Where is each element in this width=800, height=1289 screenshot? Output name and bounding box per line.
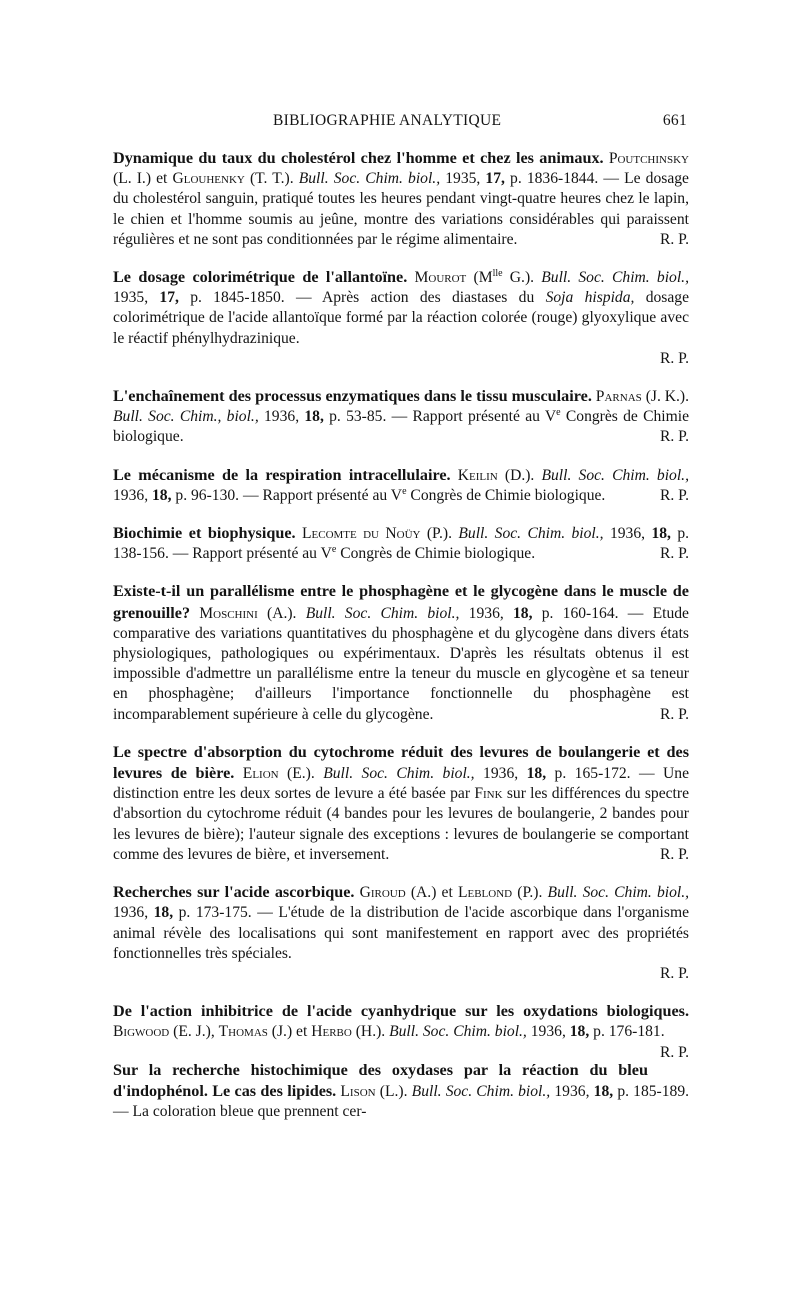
entry-signature: R. P. bbox=[659, 428, 689, 446]
entry-pages: p. 160-164. bbox=[541, 604, 619, 622]
entry-year: 1936, bbox=[530, 1023, 566, 1041]
entry-author: Mourot bbox=[414, 269, 467, 287]
entry-summary: — Etude comparative des variations quantitatives du phosphagène et du glycogène dans divers états physiologiques, pathologiques ou expérimentaux. D'après les résultats obtenus il est impossible d'admettre un parallélisme entre la teneur du muscle en glycogène et sa teneur en phosphagène; d'ailleurs l'importance fonctionnelle du phosphagène est incomparablement supérieure à celle du glycogène. bbox=[113, 604, 689, 723]
entry-author-initials: (A.). bbox=[267, 604, 297, 622]
entry-species: Soja hispida, bbox=[545, 289, 635, 307]
entry-title: L'enchaînement des processus enzymatiques dans le tissu musculaire. bbox=[113, 387, 592, 406]
entry-summary: sur les différences du spectre d'absortion du cytochrome réduit (4 bandes pour les levures de boulangerie, 2 bandes pour les levures de bière); l'auteur signale des exceptions : levures de boulangerie se comportant comme des levures de bière, et inversement. bbox=[113, 785, 690, 863]
entry-author: Poutchinsky bbox=[608, 150, 689, 167]
entry-title: Existe-t-il un parallélisme entre le phosphagène et le glycogène dans le muscle de grenouille? bbox=[113, 582, 689, 622]
entry-volume: 18, bbox=[153, 904, 174, 922]
entry-signature: R. P. bbox=[659, 545, 689, 563]
entry-signature: R. P. bbox=[659, 349, 689, 367]
entry-journal: Bull. Soc. Chim. biol., bbox=[458, 525, 604, 543]
bibliography-entry bbox=[113, 523, 689, 564]
entry-volume: 18, bbox=[152, 486, 172, 504]
entry-pages: p. 173-175. bbox=[178, 904, 252, 922]
entry-summary-post: Congrès de Chimie biologique. bbox=[410, 486, 606, 504]
entry-signature: R. P. bbox=[659, 230, 689, 248]
entry-summary: — L'étude de la distribution de l'acide ascorbique dans l'organisme animal révèle des localisations qui sont manifestement en rapport avec des propriétés fonctionnelles très spéciales. bbox=[113, 904, 690, 962]
bibliography-entry bbox=[113, 465, 689, 506]
entry-year: 1936, bbox=[264, 408, 300, 426]
entry-title: Le dosage colorimétrique de l'allantoïne. bbox=[113, 268, 408, 287]
entry-title: Biochimie et biophysique. bbox=[113, 524, 296, 543]
entry-volume: 18, bbox=[304, 408, 324, 426]
entry-summary: — La coloration bleue que prennent cer- bbox=[113, 1102, 367, 1120]
entry-year: 1936, bbox=[113, 486, 149, 504]
entry-author-initials: (P.). bbox=[426, 525, 452, 543]
entry-journal: Bull. Soc. Chim. biol., bbox=[305, 604, 460, 622]
entry-cited-author: Fink bbox=[474, 785, 503, 803]
entry-author-initials: (P.). bbox=[517, 884, 543, 902]
entry-author-initials: (H.). bbox=[355, 1023, 386, 1041]
entry-signature: R. P. bbox=[659, 486, 689, 504]
entry-journal: Bull. Soc. Chim. biol., bbox=[323, 765, 475, 783]
entry-year: 1936, bbox=[468, 604, 504, 622]
entry-pages: p. 185-189. bbox=[617, 1082, 690, 1100]
entry-year: 1935, bbox=[445, 170, 481, 188]
entry-author: Keilin bbox=[457, 466, 498, 484]
entry-volume: 18, bbox=[651, 525, 671, 543]
entry-journal: Bull. Soc. Chim. biol., bbox=[389, 1023, 527, 1041]
entry-summary: — Après action des diastases du bbox=[295, 289, 535, 307]
entry-author: Thomas bbox=[218, 1023, 268, 1041]
bibliography-entry bbox=[113, 1001, 689, 1061]
entry-pages: p. 165-172. bbox=[554, 765, 631, 783]
bibliography-entry bbox=[113, 148, 689, 250]
entry-title: Le spectre d'absorption du cytochrome réduit des levures de boulangerie et des levures de bière. bbox=[113, 742, 689, 783]
entry-signature: R. P. bbox=[659, 964, 689, 982]
entry-signature: R. P. bbox=[659, 1043, 689, 1061]
entry-volume: 18, bbox=[593, 1082, 614, 1100]
entry-author: Herbo bbox=[311, 1023, 352, 1041]
bibliography-entries bbox=[113, 148, 689, 1139]
entry-journal: Bull. Soc. Chim. biol., bbox=[541, 466, 689, 484]
entry-journal: Bull. Soc. Chim. biol., bbox=[541, 269, 689, 287]
entry-author-title-sup: lle bbox=[492, 267, 503, 279]
entry-pages: p. 176-181. bbox=[593, 1023, 665, 1041]
entry-author-initials: (A.) et bbox=[410, 884, 453, 902]
entry-pages: p. 138-156. bbox=[113, 525, 690, 563]
entry-summary-post: Congrès de Chimie biologique. bbox=[113, 408, 690, 446]
entry-summary-sup: e bbox=[331, 544, 337, 556]
entry-summary-sup: e bbox=[556, 407, 561, 419]
entry-journal: Bull. Soc. Chim. biol., bbox=[411, 1082, 551, 1100]
entry-journal: Bull. Soc. Chim., biol., bbox=[113, 408, 259, 426]
bibliography-entry bbox=[113, 386, 689, 448]
entry-volume: 18, bbox=[569, 1023, 590, 1041]
entry-author: Parnas bbox=[595, 388, 642, 406]
entry-author-initials: (D.). bbox=[504, 466, 535, 484]
entry-volume: 17, bbox=[159, 289, 179, 307]
bibliography-entry bbox=[113, 267, 689, 369]
entry-year: 1936, bbox=[609, 525, 646, 543]
entry-volume: 18, bbox=[513, 604, 533, 622]
entry-journal: Bull. Soc. Chim. biol., bbox=[298, 170, 441, 188]
entry-author-initials-post: G.). bbox=[509, 269, 535, 287]
entry-title: De l'action inhibitrice de l'acide cyanhydrique sur les oxydations biologiques. bbox=[113, 1002, 689, 1021]
entry-title: Sur la recherche histochimique des oxydases par la réaction du bleu d'indophénol. Le cas des lipides. bbox=[113, 1060, 648, 1100]
entry-author: Lison bbox=[340, 1082, 376, 1100]
entry-author-initials: (L.). bbox=[379, 1082, 408, 1100]
entry-author-initials: (T. T.). bbox=[249, 170, 294, 188]
entry-author-initials: (J. K.). bbox=[645, 388, 690, 406]
entry-year: 1936, bbox=[483, 765, 519, 783]
entry-author-initials: (J.) et bbox=[271, 1023, 308, 1041]
entry-author-initials-pre: (M bbox=[473, 269, 493, 287]
running-head-title: BIBLIOGRAPHIE ANALYTIQUE bbox=[273, 112, 502, 129]
entry-title: Recherches sur l'acide ascorbique. bbox=[113, 883, 355, 902]
entry-year: 1936, bbox=[113, 904, 149, 922]
entry-author: Leblond bbox=[457, 884, 513, 902]
entry-pages: p. 1836-1844. bbox=[510, 170, 599, 188]
entry-summary-pre: — Rapport présenté au V bbox=[172, 545, 332, 563]
entry-author-initials: (L. I.) et bbox=[113, 170, 168, 188]
entry-title: Dynamique du taux du cholestérol chez l'homme et chez les animaux. bbox=[113, 149, 604, 167]
entry-title: Le mécanisme de la respiration intracellulaire. bbox=[113, 465, 451, 484]
entry-author: Bigwood bbox=[113, 1023, 170, 1041]
entry-year: 1936, bbox=[554, 1082, 590, 1100]
entry-summary: — Une distinction entre les deux sortes de levure a été basée par bbox=[113, 765, 690, 803]
entry-summary-post: Congrès de Chimie biologique. bbox=[340, 545, 536, 563]
bibliography-entry bbox=[113, 1060, 689, 1123]
entry-summary-sup: e bbox=[402, 485, 407, 497]
entry-summary-pre: — Rapport présenté au V bbox=[242, 486, 403, 504]
entry-pages: p. 1845-1850. bbox=[190, 289, 285, 307]
entry-year: 1935, bbox=[113, 289, 149, 307]
entry-author-initials: (E.). bbox=[287, 765, 315, 783]
entry-summary: — Le dosage du cholestérol sanguin, pratiqué toutes les heures pendant vingt-quatre heures chez le lapin, le chien et l'homme soumis au jeûne, montre des variations considérables qui paraissent régulières et ne sont pas conditionnées par le régime alimentaire. bbox=[113, 170, 689, 248]
bibliography-entry bbox=[113, 882, 689, 984]
entry-author: Glouhenky bbox=[172, 170, 245, 188]
entry-summary: dosage colorimétrique de l'acide allantoïque formé par la réaction colorée (rouge) glyoxylique avec le réactif phénylhydrazinique. bbox=[113, 289, 690, 347]
entry-pages: p. 53-85. bbox=[329, 408, 387, 426]
entry-author: Moschini bbox=[199, 604, 258, 622]
entry-signature: R. P. bbox=[659, 845, 689, 863]
entry-volume: 18, bbox=[526, 765, 547, 783]
entry-signature: R. P. bbox=[659, 705, 689, 723]
entry-pages: p. 96-130. bbox=[175, 486, 240, 504]
entry-author: Elion bbox=[242, 765, 279, 783]
entry-author-initials: (E. J.), bbox=[173, 1023, 215, 1041]
bibliography-entry bbox=[113, 581, 689, 724]
page-number: 661 bbox=[662, 112, 687, 129]
entry-volume: 17, bbox=[485, 170, 505, 188]
entry-summary-pre: — Rapport présenté au V bbox=[391, 408, 557, 426]
entry-author: Giroud bbox=[359, 884, 406, 902]
entry-journal: Bull. Soc. Chim. biol., bbox=[547, 884, 690, 902]
bibliography-entry bbox=[113, 742, 689, 865]
entry-author: Lecomte du Noüy bbox=[301, 525, 421, 543]
